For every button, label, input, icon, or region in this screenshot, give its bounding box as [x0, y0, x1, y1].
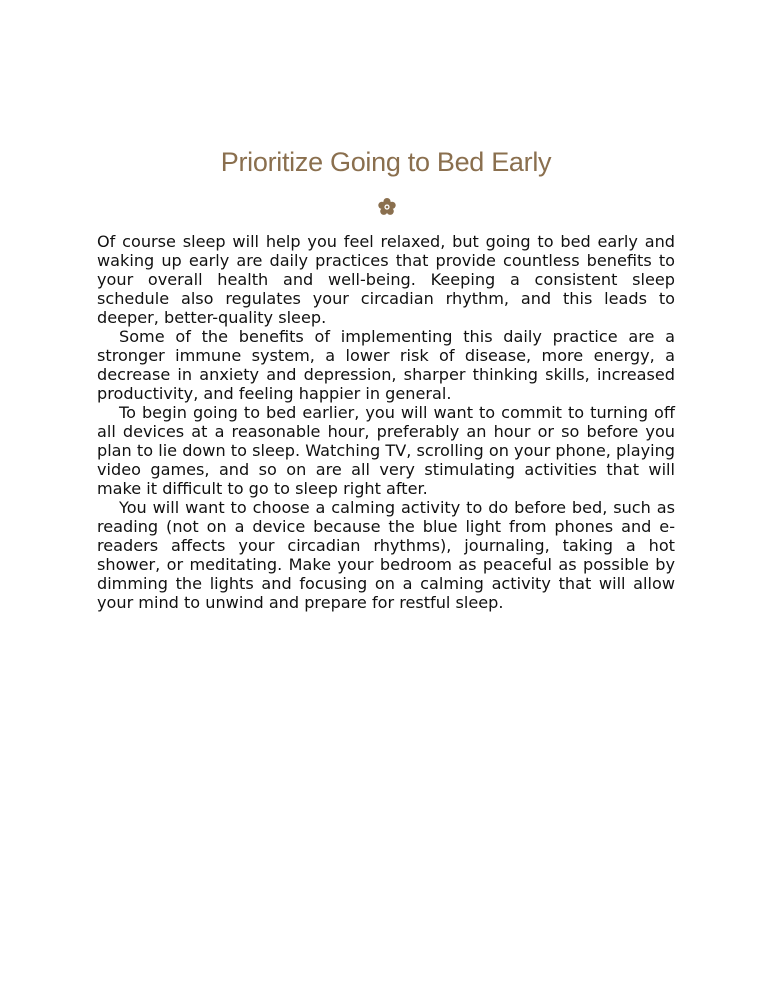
- paragraph-2: Some of the benefits of implementing this daily practice are a stronger immune system, a lower risk of disease, more energy, a decrease in anxiety and depression, sharper thinking skills, increased productivity, and feeling happier in general.: [97, 327, 675, 403]
- page-title: Prioritize Going to Bed Early: [220, 147, 552, 177]
- paragraph-3: To begin going to bed earlier, you will want to commit to turning off all devices at a reasonable hour, preferably an hour or so before you plan to lie down to sleep. Watching TV, scrolling on your phone, playing video games, and so on are all very stimulating activities that will make it difficult to go to sleep right after.: [97, 403, 675, 498]
- flower-icon: [377, 197, 397, 217]
- article-body: [97, 232, 675, 612]
- paragraph-1: Of course sleep will help you feel relaxed, but going to bed early and waking up early are daily practices that provide countless benefits to your overall health and well-being. Keeping a consistent sleep schedule also regulates your circadian rhythm, and this leads to deeper, better-quality sleep.: [97, 232, 675, 327]
- paragraph-4: You will want to choose a calming activity to do before bed, such as reading (not on a device because the blue light from phones and e-readers affects your circadian rhythms), journaling, taking a hot shower, or meditating. Make your bedroom as peaceful as possible by dimming the lights and focusing on a calming activity that will allow your mind to unwind and prepare for restful sleep.: [97, 498, 675, 612]
